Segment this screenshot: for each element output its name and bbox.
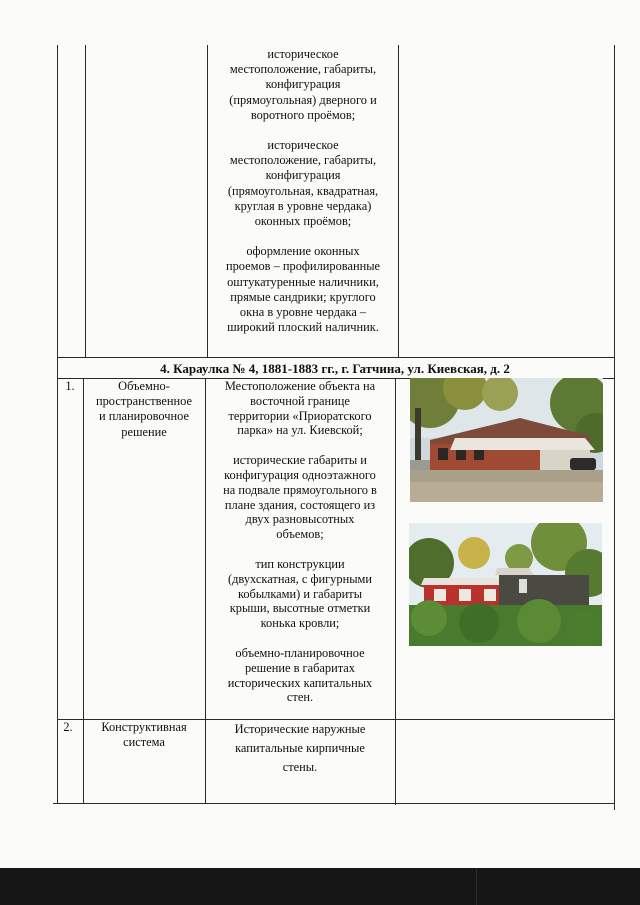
paragraph: объемно-планировочное решение в габаритах исторических капитальных стен. xyxy=(227,645,373,705)
building-photo-side xyxy=(409,523,602,646)
table-border xyxy=(614,45,615,810)
paragraph: исторические габариты и конфигурация одноэтажного на подвале прямоугольного в плане здания, состоящего из двух разновысотных объемов; xyxy=(223,453,377,542)
scanner-seam xyxy=(476,868,477,905)
paragraph: историческое местоположение, габариты, конфигурация (прямоугольная, квадратная, круглая в уровне чердака) оконных проёмов; xyxy=(227,138,379,229)
paragraph: историческое местоположение, габариты, конфигурация (прямоугольная) дверного и воротного проёмов; xyxy=(229,47,377,122)
table-border xyxy=(57,45,58,803)
section-title: 4. Караулка № 4, 1881-1883 гг., г. Гатчина, ул. Киевская, д. 2 xyxy=(160,361,510,376)
paragraph: Исторические наружные капитальные кирпичные стены. xyxy=(234,722,366,774)
building-photo-front xyxy=(410,378,603,502)
row-description xyxy=(206,379,394,705)
row-name-text: Объемно- пространственное и планировочное решение xyxy=(95,379,193,439)
table-border xyxy=(85,45,86,357)
row-number: 2. xyxy=(63,720,73,734)
row-name-text: Конструктивная система xyxy=(101,720,187,750)
table-border xyxy=(57,357,614,358)
row-name xyxy=(84,720,204,750)
table-border xyxy=(395,378,396,805)
paragraph: оформление оконных проемов – профилированные оштукатуренные наличники, прямые сандрики; круглого окна в уровне чердака – широкий плоский наличник. xyxy=(225,244,381,335)
table-border xyxy=(53,803,614,804)
table-border xyxy=(207,45,208,357)
continuation-description xyxy=(209,47,397,335)
row-name xyxy=(84,379,204,440)
row-number: 1. xyxy=(65,379,75,393)
scanner-bottom-edge xyxy=(0,868,640,905)
paragraph: Местоположение объекта на восточной границе территории «Приоратского парка» на ул. Киевской; xyxy=(224,379,376,438)
paragraph: тип конструкции (двухскатная, с фигурными кобылками) и габариты крыши, высотные отметки конька кровли; xyxy=(228,556,372,631)
table-border xyxy=(398,45,399,357)
row-description xyxy=(206,720,394,777)
